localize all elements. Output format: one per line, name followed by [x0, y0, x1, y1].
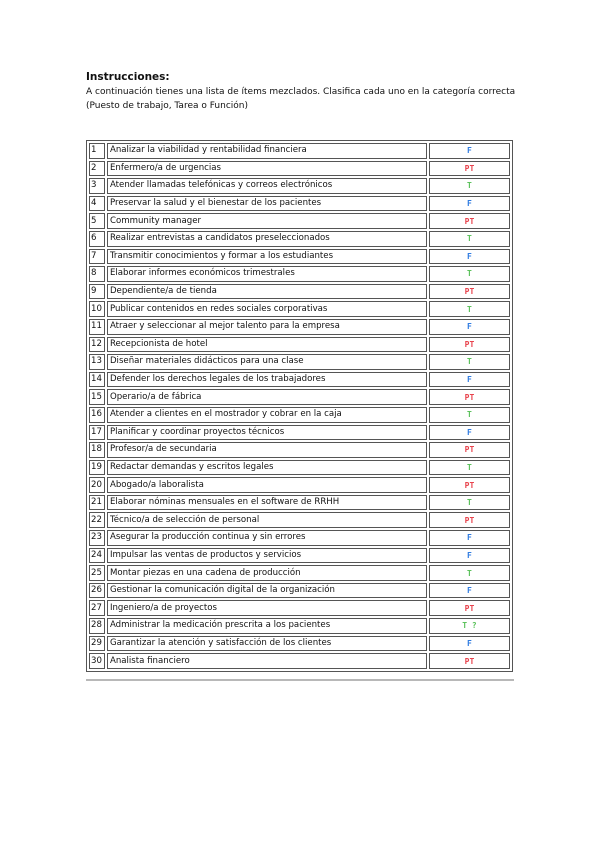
row-number: 14 — [89, 372, 105, 388]
row-item-text: Operario/a de fábrica — [107, 389, 427, 405]
row-item-text: Publicar contenidos en redes sociales corporativas — [107, 301, 427, 317]
handwritten-mark: F — [467, 146, 472, 156]
row-item-text: Garantizar la atención y satisfacción de los clientes — [107, 636, 427, 652]
row-item-text: Analizar la viabilidad y rentabilidad financiera — [107, 143, 427, 159]
row-answer-cell — [429, 512, 510, 528]
row-answer-cell — [429, 337, 510, 353]
row-item-text: Planificar y coordinar proyectos técnicos — [107, 425, 427, 441]
handwritten-mark: T — [467, 181, 472, 191]
row-answer-cell — [429, 213, 510, 229]
row-number: 12 — [89, 337, 105, 353]
row-item-text: Asegurar la producción continua y sin errores — [107, 530, 427, 546]
row-answer-cell — [429, 425, 510, 441]
row-number: 20 — [89, 477, 105, 493]
row-item-text: Administrar la medicación prescrita a los pacientes — [107, 618, 427, 634]
row-item-text: Realizar entrevistas a candidatos preseleccionados — [107, 231, 427, 247]
row-answer-cell — [429, 407, 510, 423]
row-item-text: Impulsar las ventas de productos y servicios — [107, 548, 427, 564]
row-item-text: Ingeniero/a de proyectos — [107, 600, 427, 616]
table-row — [89, 143, 510, 159]
table-row — [89, 389, 510, 405]
bottom-divider — [86, 679, 514, 681]
row-answer-cell — [429, 284, 510, 300]
handwritten-mark: PT — [464, 287, 475, 297]
handwritten-mark: PT — [464, 216, 475, 226]
row-item-text: Gestionar la comunicación digital de la organización — [107, 583, 427, 599]
row-number: 17 — [89, 425, 105, 441]
row-number: 22 — [89, 512, 105, 528]
table-row — [89, 512, 510, 528]
row-item-text: Elaborar nóminas mensuales en el software de RRHH — [107, 495, 427, 511]
row-answer-cell — [429, 618, 510, 634]
row-number: 11 — [89, 319, 105, 335]
row-number: 28 — [89, 618, 105, 634]
row-number: 25 — [89, 565, 105, 581]
row-answer-cell — [429, 372, 510, 388]
row-answer-cell — [429, 231, 510, 247]
row-answer-cell — [429, 460, 510, 476]
table-row — [89, 618, 510, 634]
table-row — [89, 583, 510, 599]
table-row — [89, 231, 510, 247]
row-number: 2 — [89, 161, 105, 177]
handwritten-mark: PT — [464, 392, 475, 402]
row-item-text: Transmitir conocimientos y formar a los estudiantes — [107, 249, 427, 265]
row-answer-cell — [429, 196, 510, 212]
row-answer-cell — [429, 354, 510, 370]
table-row — [89, 284, 510, 300]
table-row — [89, 425, 510, 441]
table-row — [89, 178, 510, 194]
row-item-text: Preservar la salud y el bienestar de los pacientes — [107, 196, 427, 212]
handwritten-mark: F — [467, 550, 472, 560]
row-item-text: Atender llamadas telefónicas y correos electrónicos — [107, 178, 427, 194]
handwritten-mark: PT — [464, 656, 475, 666]
row-item-text: Redactar demandas y escritos legales — [107, 460, 427, 476]
row-number: 1 — [89, 143, 105, 159]
row-number: 27 — [89, 600, 105, 616]
table-row — [89, 530, 510, 546]
handwritten-mark: F — [467, 251, 472, 261]
handwritten-mark: T — [467, 304, 472, 314]
row-number: 15 — [89, 389, 105, 405]
row-answer-cell — [429, 653, 510, 669]
handwritten-mark: F — [467, 375, 472, 385]
table-row — [89, 565, 510, 581]
row-answer-cell — [429, 548, 510, 564]
row-answer-cell — [429, 442, 510, 458]
row-item-text: Atraer y seleccionar al mejor talento para la empresa — [107, 319, 427, 335]
row-answer-cell — [429, 477, 510, 493]
table-row — [89, 301, 510, 317]
handwritten-mark: T — [467, 498, 472, 508]
table-row — [89, 477, 510, 493]
row-answer-cell — [429, 530, 510, 546]
table-row — [89, 196, 510, 212]
row-answer-cell — [429, 143, 510, 159]
row-answer-cell — [429, 249, 510, 265]
handwritten-mark: PT — [464, 163, 475, 173]
handwritten-mark: T — [467, 269, 472, 279]
row-answer-cell — [429, 583, 510, 599]
handwritten-mark: T — [467, 568, 472, 578]
handwritten-mark: PT — [464, 603, 475, 613]
classification-table-wrapper — [86, 140, 513, 672]
handwritten-mark: PT — [464, 480, 475, 490]
handwritten-mark: F — [467, 638, 472, 648]
row-answer-cell — [429, 600, 510, 616]
row-item-text: Montar piezas en una cadena de producción — [107, 565, 427, 581]
row-number: 6 — [89, 231, 105, 247]
row-answer-cell — [429, 178, 510, 194]
row-number: 19 — [89, 460, 105, 476]
row-number: 3 — [89, 178, 105, 194]
row-item-text: Enfermero/a de urgencias — [107, 161, 427, 177]
row-number: 8 — [89, 266, 105, 282]
instructions-text: A continuación tienes una lista de ítems mezclados. Clasifica cada uno en la categoría correcta (Puesto de trabajo, Tarea o Función) — [86, 87, 516, 111]
row-answer-cell — [429, 636, 510, 652]
row-number: 7 — [89, 249, 105, 265]
table-row — [89, 337, 510, 353]
handwritten-mark: T — [467, 357, 472, 367]
table-row — [89, 354, 510, 370]
row-answer-cell — [429, 301, 510, 317]
row-number: 4 — [89, 196, 105, 212]
handwritten-mark: F — [467, 533, 472, 543]
handwritten-mark: T — [467, 410, 472, 420]
row-item-text: Profesor/a de secundaria — [107, 442, 427, 458]
row-answer-cell — [429, 266, 510, 282]
row-item-text: Diseñar materiales didácticos para una clase — [107, 354, 427, 370]
handwritten-mark: PT — [464, 445, 475, 455]
row-number: 24 — [89, 548, 105, 564]
row-number: 23 — [89, 530, 105, 546]
handwritten-mark: T — [467, 234, 472, 244]
table-row — [89, 442, 510, 458]
instructions-block — [86, 71, 526, 113]
row-answer-cell — [429, 495, 510, 511]
table-row — [89, 319, 510, 335]
table-row — [89, 495, 510, 511]
row-number: 26 — [89, 583, 105, 599]
table-row — [89, 636, 510, 652]
row-number: 13 — [89, 354, 105, 370]
row-item-text: Elaborar informes económicos trimestrales — [107, 266, 427, 282]
table-row — [89, 548, 510, 564]
row-number: 5 — [89, 213, 105, 229]
row-item-text: Técnico/a de selección de personal — [107, 512, 427, 528]
row-number: 16 — [89, 407, 105, 423]
row-answer-cell — [429, 161, 510, 177]
handwritten-mark: T ? — [462, 621, 477, 631]
classification-table — [86, 140, 513, 672]
handwritten-mark: PT — [464, 515, 475, 525]
table-body — [89, 143, 510, 669]
handwritten-mark: F — [467, 322, 472, 332]
table-row — [89, 372, 510, 388]
handwritten-mark: F — [467, 427, 472, 437]
row-answer-cell — [429, 389, 510, 405]
row-number: 30 — [89, 653, 105, 669]
table-row — [89, 653, 510, 669]
table-row — [89, 460, 510, 476]
table-row — [89, 266, 510, 282]
table-row — [89, 213, 510, 229]
handwritten-mark: PT — [464, 339, 475, 349]
row-item-text: Recepcionista de hotel — [107, 337, 427, 353]
row-item-text: Atender a clientes en el mostrador y cobrar en la caja — [107, 407, 427, 423]
instructions-title: Instrucciones: — [86, 71, 170, 83]
row-item-text: Defender los derechos legales de los trabajadores — [107, 372, 427, 388]
table-row — [89, 249, 510, 265]
row-number: 18 — [89, 442, 105, 458]
row-item-text: Analista financiero — [107, 653, 427, 669]
table-row — [89, 600, 510, 616]
row-item-text: Dependiente/a de tienda — [107, 284, 427, 300]
row-item-text: Community manager — [107, 213, 427, 229]
row-answer-cell — [429, 565, 510, 581]
row-answer-cell — [429, 319, 510, 335]
row-number: 21 — [89, 495, 105, 511]
handwritten-mark: F — [467, 199, 472, 209]
table-row — [89, 161, 510, 177]
table-row — [89, 407, 510, 423]
handwritten-mark: T — [467, 462, 472, 472]
row-number: 29 — [89, 636, 105, 652]
row-number: 9 — [89, 284, 105, 300]
row-number: 10 — [89, 301, 105, 317]
row-item-text: Abogado/a laboralista — [107, 477, 427, 493]
handwritten-mark: F — [467, 586, 472, 596]
